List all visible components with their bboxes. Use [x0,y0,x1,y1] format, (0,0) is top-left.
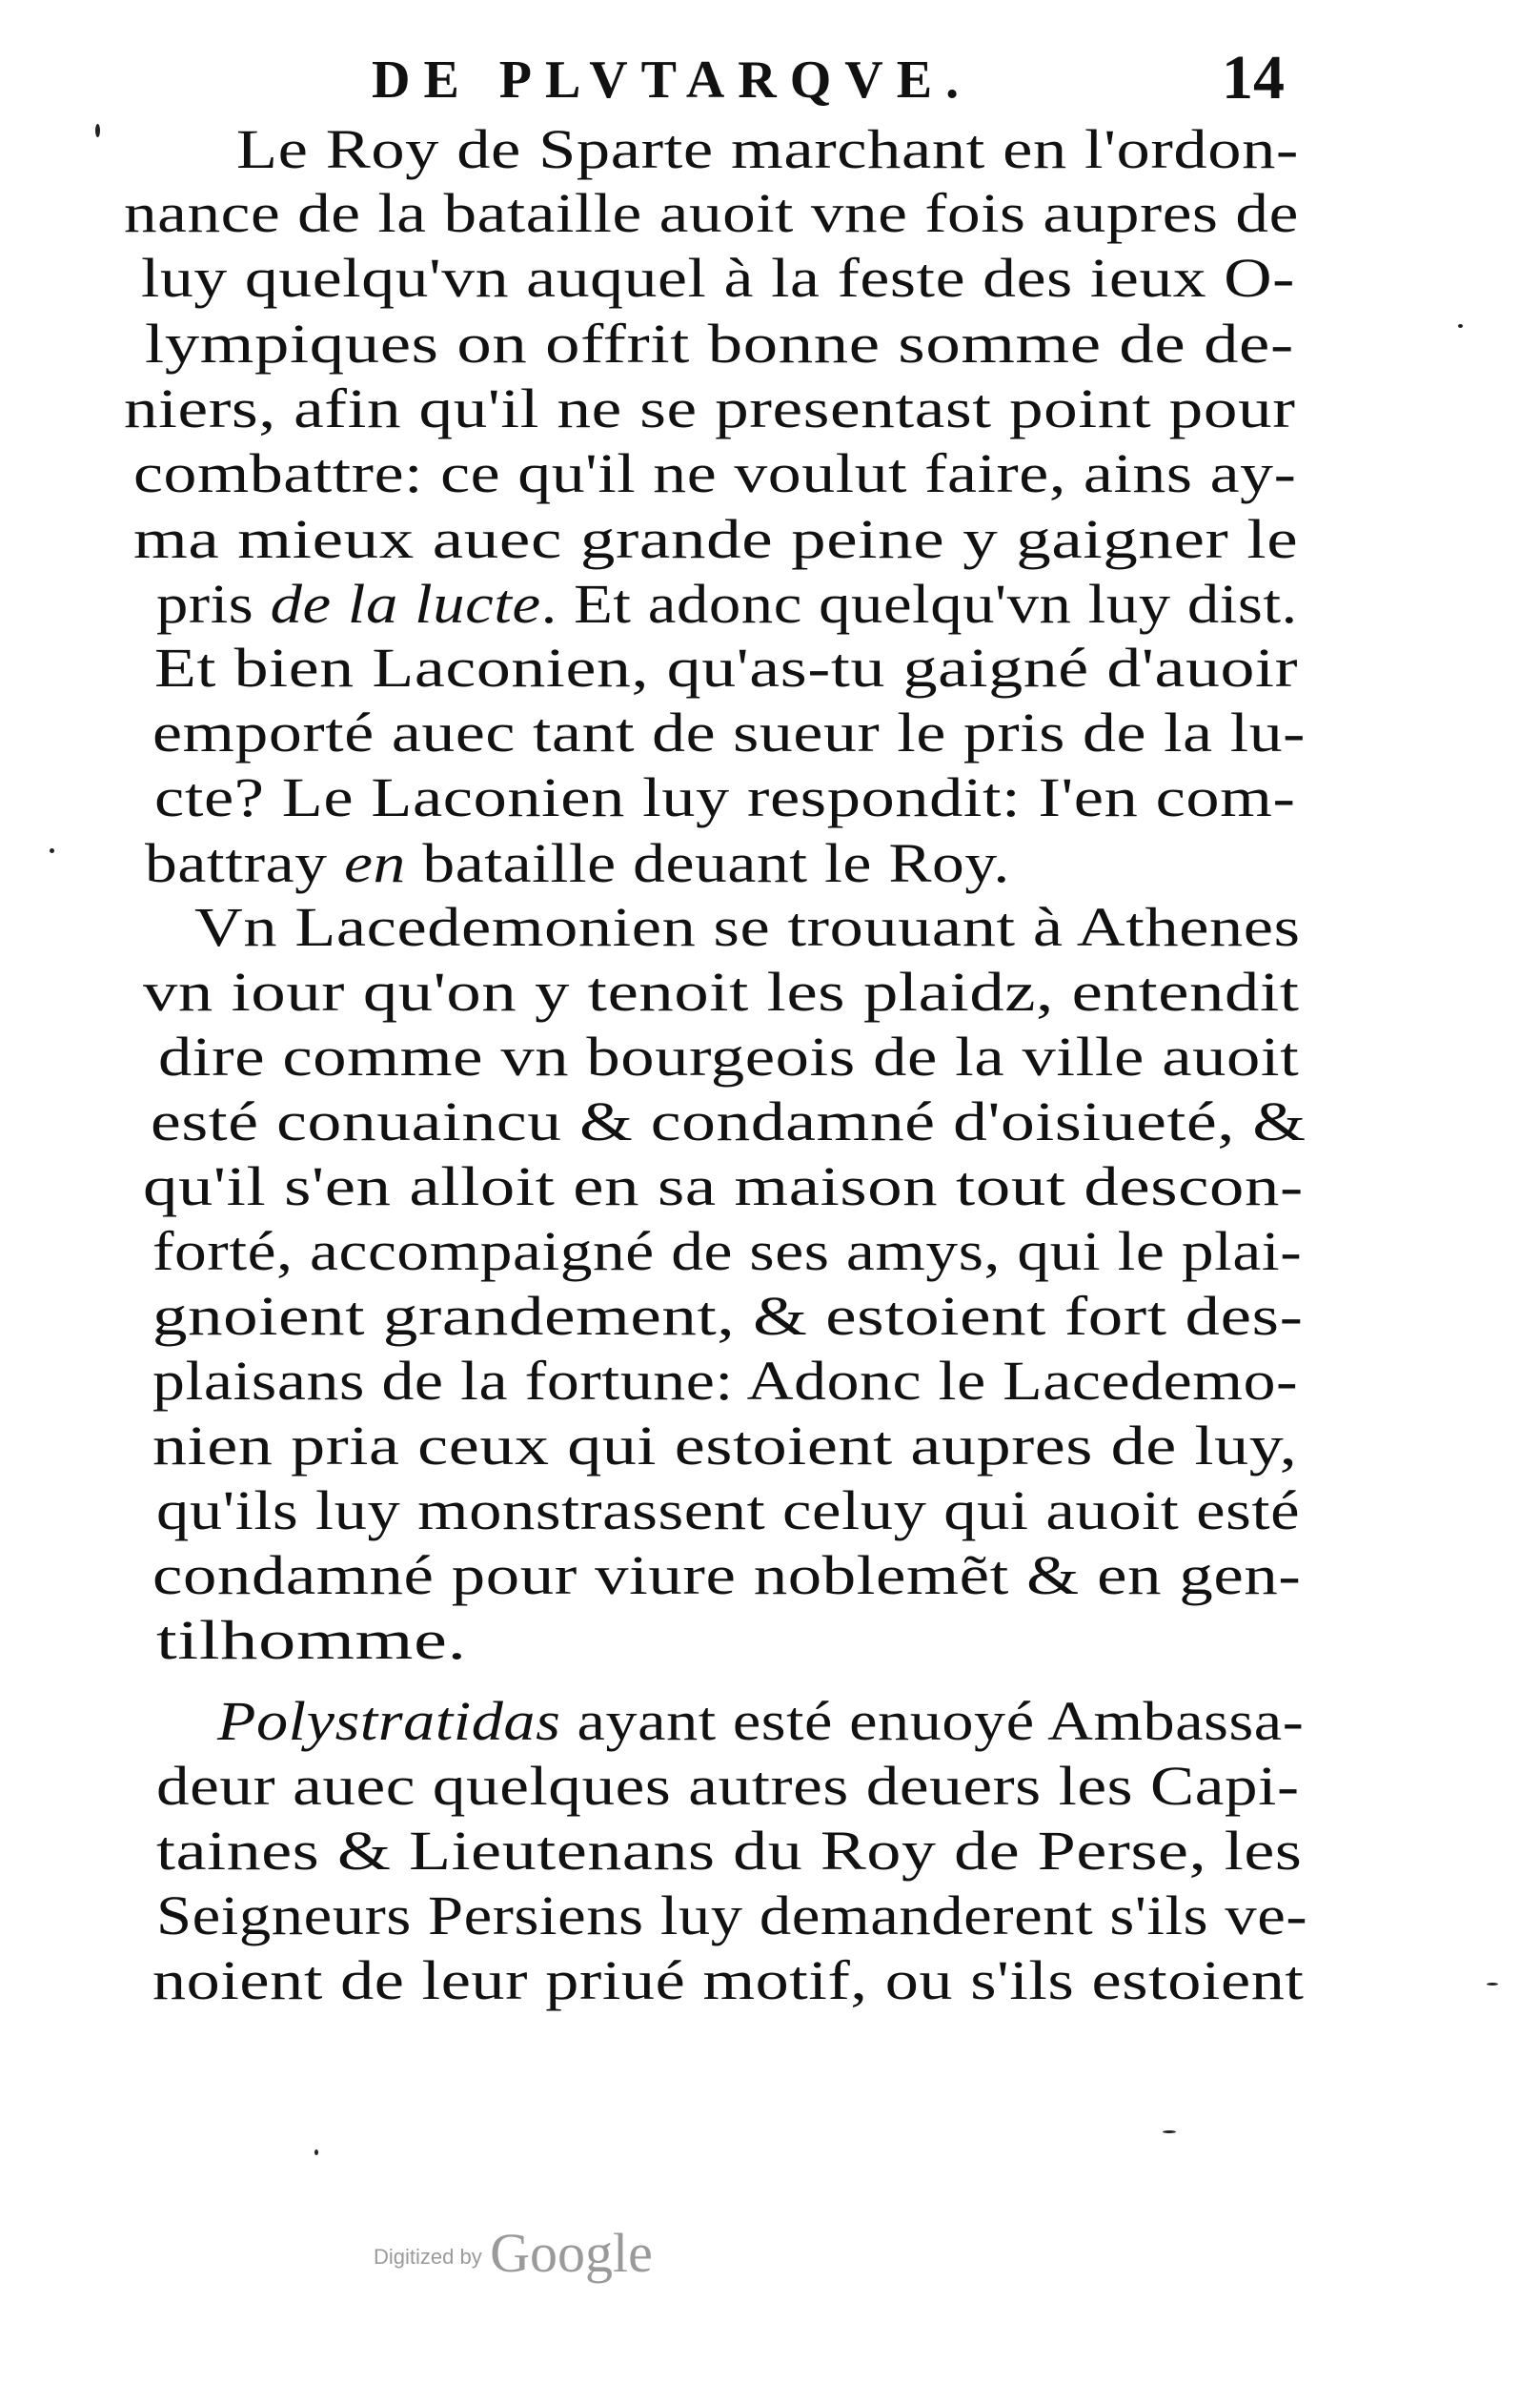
text-line [143,1155,1304,1217]
text-line [133,508,1299,570]
text-line [152,1220,1303,1282]
text-run: plaisans de la fortune: Adonc le Lacedemo- [152,1350,1299,1412]
text-run: bataille deuant le Roy. [405,832,1010,894]
text-run: combattre: ce qu'il ne voulut faire, ains ay- [133,442,1297,504]
text-line [124,377,1296,439]
text-run: Le Roy de Sparte marchant en l'ordon- [236,118,1299,180]
digitized-by-label: Digitized by [374,2245,482,2269]
text-run: forté, accompaigné de ses amys, qui le plai- [152,1220,1303,1282]
text-run: emporté auec tant de sueur le pris de la lu- [152,702,1307,764]
text-run: nance de la bataille auoit vne fois aupres de [124,182,1299,244]
text-run: gnoient grandement, & estoient fort des- [152,1285,1304,1347]
text-line [143,961,1300,1023]
text-line [152,1949,1305,2011]
text-run: qu'ils luy monstrassent celuy qui auoit esté [156,1479,1301,1541]
text-run: condamné pour viure noblemẽt & en gen- [152,1544,1302,1606]
text-line [133,442,1297,504]
text-line [156,1755,1300,1817]
text-run: ma mieux auec grande peine y gaigner le [133,508,1299,570]
text-line [217,1690,1305,1752]
scan-speck [314,2149,318,2155]
italic-run: de la lucte [270,573,541,635]
text-line [156,1479,1301,1541]
text-run: taines & Lieutenans du Roy de Perse, les [156,1820,1303,1882]
text-line [151,1090,1307,1152]
text-line [145,313,1294,375]
scan-speck [1163,2130,1176,2133]
scan-speck [95,124,100,137]
text-line [141,247,1295,309]
text-run: vn iour qu'on y tenoit les plaidz, entendit [143,961,1300,1023]
scan-speck [1487,1983,1498,1986]
text-run: pris [156,573,271,635]
text-run: Et bien Laconien, qu'as-tu gaigné d'auoir [154,637,1299,699]
text-run: qu'il s'en alloit en sa maison tout descon- [143,1155,1304,1217]
text-run: . Et adonc quelqu'vn luy dist. [540,573,1298,635]
text-line [152,1544,1302,1606]
text-line [156,573,1298,635]
text-line [152,1415,1298,1477]
text-line [124,182,1299,244]
digitized-by-watermark [374,2221,653,2285]
google-logo: Google [490,2222,653,2284]
text-line [156,1884,1308,1946]
page-number: 14 [1222,43,1285,112]
text-line [154,766,1296,828]
text-run: Seigneurs Persiens luy demanderent s'ils ve- [156,1884,1308,1946]
text-line [145,832,1010,894]
text-run: deur auec quelques autres deuers les Capi- [156,1755,1300,1817]
text-line [236,118,1299,180]
text-run: Vn Lacedemonien se trouuant à Athenes [194,896,1301,958]
text-line [154,637,1299,699]
scan-speck [50,848,54,853]
text-run: ayant esté enuoyé Ambassa- [560,1690,1305,1752]
italic-run: Polystratidas [217,1690,561,1752]
text-line [152,1350,1299,1412]
text-line [194,896,1301,958]
text-run: cte? Le Laconien luy respondit: I'en com- [154,766,1296,828]
text-run: dire comme vn bourgeois de la ville auoit [158,1026,1300,1088]
text-run: niers, afin qu'il ne se presentast point pour [124,377,1296,439]
text-line [152,702,1307,764]
text-line [156,1820,1303,1882]
text-run: noient de leur priué motif, ou s'ils estoient [152,1949,1305,2011]
text-run: tilhomme. [156,1609,467,1671]
text-run: luy quelqu'vn auquel à la feste des ieux O- [141,247,1295,309]
text-run: battray [145,832,344,894]
running-head: DE PLVTARQVE. [372,51,973,110]
text-run: lympiques on offrit bonne somme de de- [145,313,1294,375]
scan-speck [1458,324,1463,328]
text-line [156,1609,467,1671]
italic-run: en [343,832,406,894]
text-run: nien pria ceux qui estoient aupres de luy, [152,1415,1298,1477]
text-line [158,1026,1300,1088]
text-run: esté conuaincu & condamné d'oisiueté, & [151,1090,1307,1152]
text-line [152,1285,1304,1347]
